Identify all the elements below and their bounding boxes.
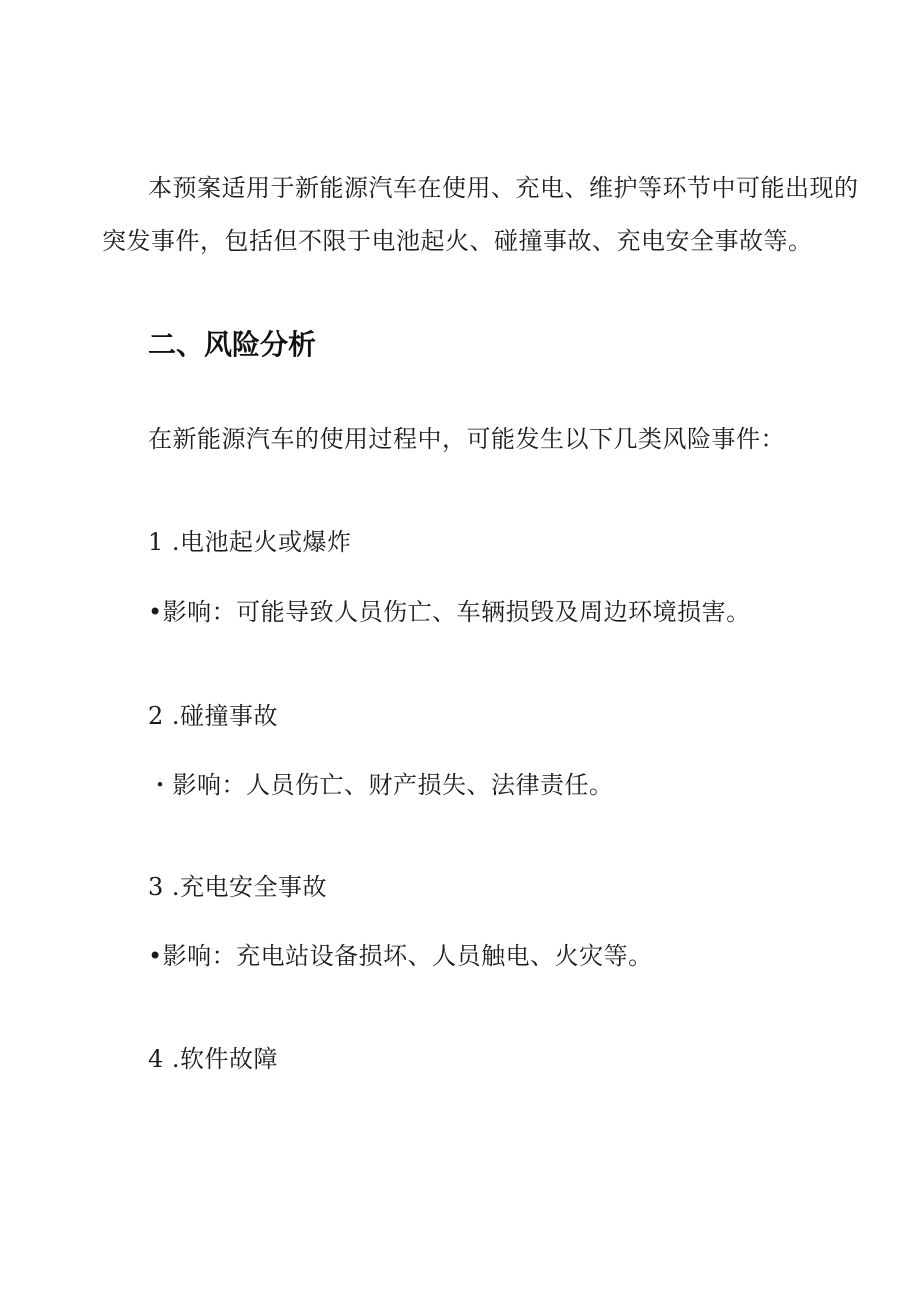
risk-impact-2: ・影响：人员伤亡、财产损失、法律责任。	[148, 771, 614, 799]
risk-title-2: 2 .碰撞事故	[148, 702, 279, 730]
risk-title-1: 1 .电池起火或爆炸	[148, 528, 352, 556]
section-lead: 在新能源汽车的使用过程中，可能发生以下几类风险事件：	[148, 425, 785, 453]
intro-paragraph-line-2: 突发事件，包括但不限于电池起火、碰撞事故、充电安全事故等。	[102, 227, 813, 255]
section-heading: 二、风险分析	[148, 328, 317, 361]
intro-paragraph-line-1: 本预案适用于新能源汽车在使用、充电、维护等环节中可能出现的	[148, 174, 859, 202]
risk-title-4: 4 .软件故障	[148, 1045, 279, 1073]
risk-impact-3: •影响：充电站设备损坏、人员触电、火灾等。	[148, 942, 653, 970]
risk-impact-1: •影响：可能导致人员伤亡、车辆损毁及周边环境损害。	[148, 598, 751, 626]
risk-title-3: 3 .充电安全事故	[148, 873, 328, 901]
